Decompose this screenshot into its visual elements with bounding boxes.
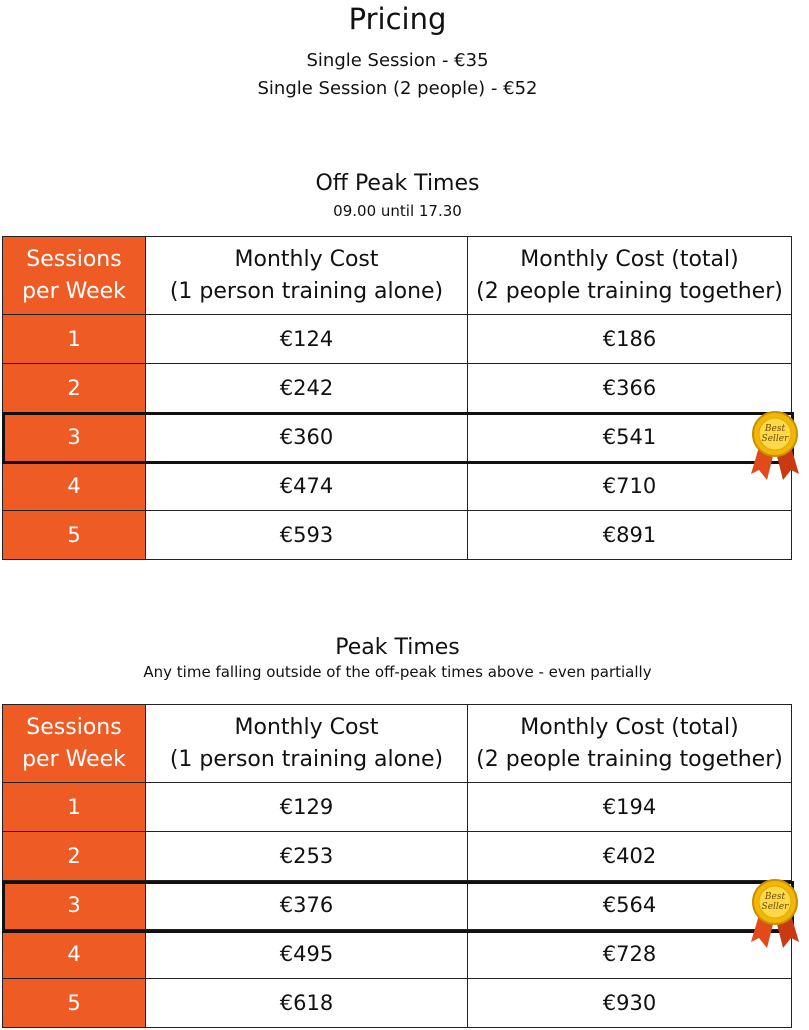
couple-cost-cell: €564 (468, 881, 792, 930)
single-cost-cell: €618 (146, 979, 468, 1028)
table-row (3, 364, 792, 413)
couple-cost-cell: €366 (468, 364, 792, 413)
table-header-row (3, 237, 792, 315)
couple-cost-cell: €891 (468, 511, 792, 560)
off-peak-title: Off Peak Times (315, 171, 480, 196)
sessions-cell: 2 (3, 364, 146, 413)
peak-title: Peak Times (335, 635, 460, 660)
table-header-row (3, 705, 792, 783)
couple-cost-cell: €541 (468, 413, 792, 462)
single-cost-cell: €593 (146, 511, 468, 560)
sessions-cell: 3 (3, 413, 146, 462)
best-seller-badge-icon (745, 878, 805, 950)
single-cost-cell: €242 (146, 364, 468, 413)
sessions-cell: 2 (3, 832, 146, 881)
table-row (3, 462, 792, 511)
off-peak-price-table (2, 236, 792, 560)
peak-price-table (2, 704, 792, 1028)
off-peak-subtitle: 09.00 until 17.30 (333, 202, 462, 220)
table-row (3, 511, 792, 560)
svg-text:Seller: Seller (761, 434, 789, 444)
header-monthly-cost-couple: Monthly Cost (total) (2 people training together) (468, 237, 792, 315)
header-monthly-cost-single: Monthly Cost (1 person training alone) (146, 237, 468, 315)
sessions-cell: 4 (3, 930, 146, 979)
sessions-cell: 1 (3, 783, 146, 832)
table-row (3, 413, 792, 462)
header-sessions-per-week: Sessions per Week (3, 705, 146, 783)
couple-cost-cell: €194 (468, 783, 792, 832)
svg-text:Seller: Seller (761, 902, 789, 912)
header-monthly-cost-single: Monthly Cost (1 person training alone) (146, 705, 468, 783)
table-row (3, 979, 792, 1028)
single-cost-cell: €360 (146, 413, 468, 462)
single-cost-cell: €474 (146, 462, 468, 511)
sessions-cell: 3 (3, 881, 146, 930)
sessions-cell: 5 (3, 511, 146, 560)
single-cost-cell: €495 (146, 930, 468, 979)
couple-cost-cell: €930 (468, 979, 792, 1028)
header-sessions-per-week: Sessions per Week (3, 237, 146, 315)
peak-subtitle: Any time falling outside of the off-peak times above - even partially (143, 663, 652, 681)
couple-cost-cell: €710 (468, 462, 792, 511)
best-seller-badge-icon (745, 410, 805, 482)
couple-cost-cell: €186 (468, 315, 792, 364)
sessions-cell: 5 (3, 979, 146, 1028)
table-row (3, 832, 792, 881)
couple-cost-cell: €728 (468, 930, 792, 979)
table-row (3, 315, 792, 364)
table-row (3, 881, 792, 930)
page-title: Pricing (348, 2, 447, 36)
header-monthly-cost-couple: Monthly Cost (total) (2 people training together) (468, 705, 792, 783)
sessions-cell: 4 (3, 462, 146, 511)
single-cost-cell: €253 (146, 832, 468, 881)
single-cost-cell: €124 (146, 315, 468, 364)
single-cost-cell: €129 (146, 783, 468, 832)
svg-text:Best: Best (764, 424, 786, 434)
table-row (3, 783, 792, 832)
table-row (3, 930, 792, 979)
single-session-price: Single Session - €35 (306, 50, 489, 71)
single-session-two-people-price: Single Session (2 people) - €52 (257, 78, 538, 99)
sessions-cell: 1 (3, 315, 146, 364)
couple-cost-cell: €402 (468, 832, 792, 881)
single-cost-cell: €376 (146, 881, 468, 930)
svg-text:Best: Best (764, 892, 786, 902)
